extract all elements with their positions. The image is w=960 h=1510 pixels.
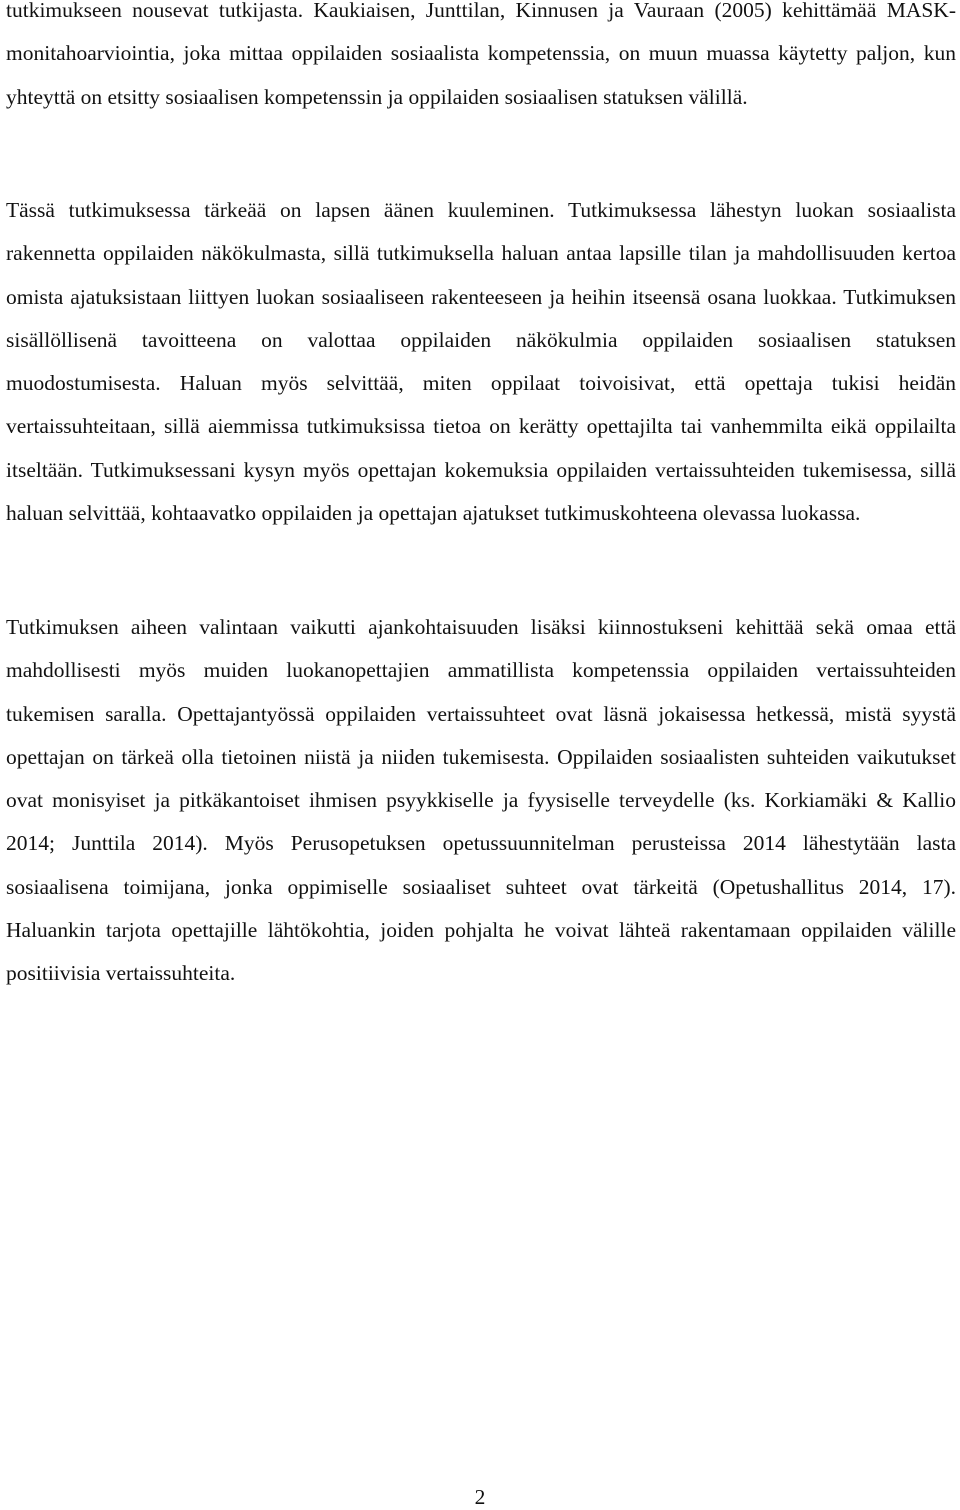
body-paragraph-1: tutkimukseen nousevat tutkijasta. Kaukiaisen, Junttilan, Kinnusen ja Vauraan (2005) kehittämää MASK-monitahoarviointia, joka mittaa oppilaiden sosiaalista kompetenssia, on muun muassa käytetty paljon, kun yhteyttä on etsitty sosiaalisen kompetenssin ja oppilaiden sosiaalisen statuksen välillä. (6, 0, 956, 109)
body-paragraph-2: Tässä tutkimuksessa tärkeää on lapsen äänen kuuleminen. Tutkimuksessa lähestyn luokan sosiaalista rakennetta oppilaiden näkökulmasta, sillä tutkimuksella haluan antaa lapsille tilan ja mahdollisuuden kertoa omista ajatuksistaan liittyen luokan sosiaaliseen rakenteeseen ja heihin itseensä osana luokkaa. Tutkimuksen sisällöllisenä tavoitteena on valottaa oppilaiden näkökulmia oppilaiden sosiaalisen statuksen muodostumisesta. Haluan myös selvittää, miten oppilaat toivoisivat, että opettaja tukisi heidän vertaissuhteitaan, sillä aiemmissa tutkimuksissa tietoa on kerätty opettajilta tai vanhemmilta eikä oppilailta itseltään. Tutkimuksessani kysyn myös opettajan kokemuksia oppilaiden vertaissuhteiden tukemisessa, sillä haluan selvittää, kohtaavatko oppilaiden ja opettajan ajatukset tutkimuskohteena olevassa luokassa. (6, 198, 956, 526)
page-number: 2 (474, 1485, 486, 1509)
body-paragraph-3: Tutkimuksen aiheen valintaan vaikutti ajankohtaisuuden lisäksi kiinnostukseni kehittää sekä omaa että mahdollisesti myös muiden luokanopettajien ammatillista kompetenssia oppilaiden vertaissuhteiden tukemisen saralla. Opettajantyössä oppilaiden vertaissuhteet ovat läsnä jokaisessa hetkessä, mistä syystä opettajan on tärkeä olla tietoinen niistä ja niiden tukemisesta. Oppilaiden sosiaalisten suhteiden vaikutukset ovat monisyiset ja pitkäkantoiset ihmisen psyykkiselle ja fyysiselle terveydelle (ks. Korkiamäki & Kallio 2014; Junttila 2014). Myös Perusopetuksen opetussuunnitelman perusteissa 2014 lähestytään lasta sosiaalisena toimijana, jonka oppimiselle sosiaaliset suhteet ovat tärkeitä (Opetushallitus 2014, 17). Haluankin tarjota opettajille lähtökohtia, joiden pohjalta he voivat lähteä rakentamaan oppilaiden välille positiivisia vertaissuhteita. (6, 615, 956, 986)
